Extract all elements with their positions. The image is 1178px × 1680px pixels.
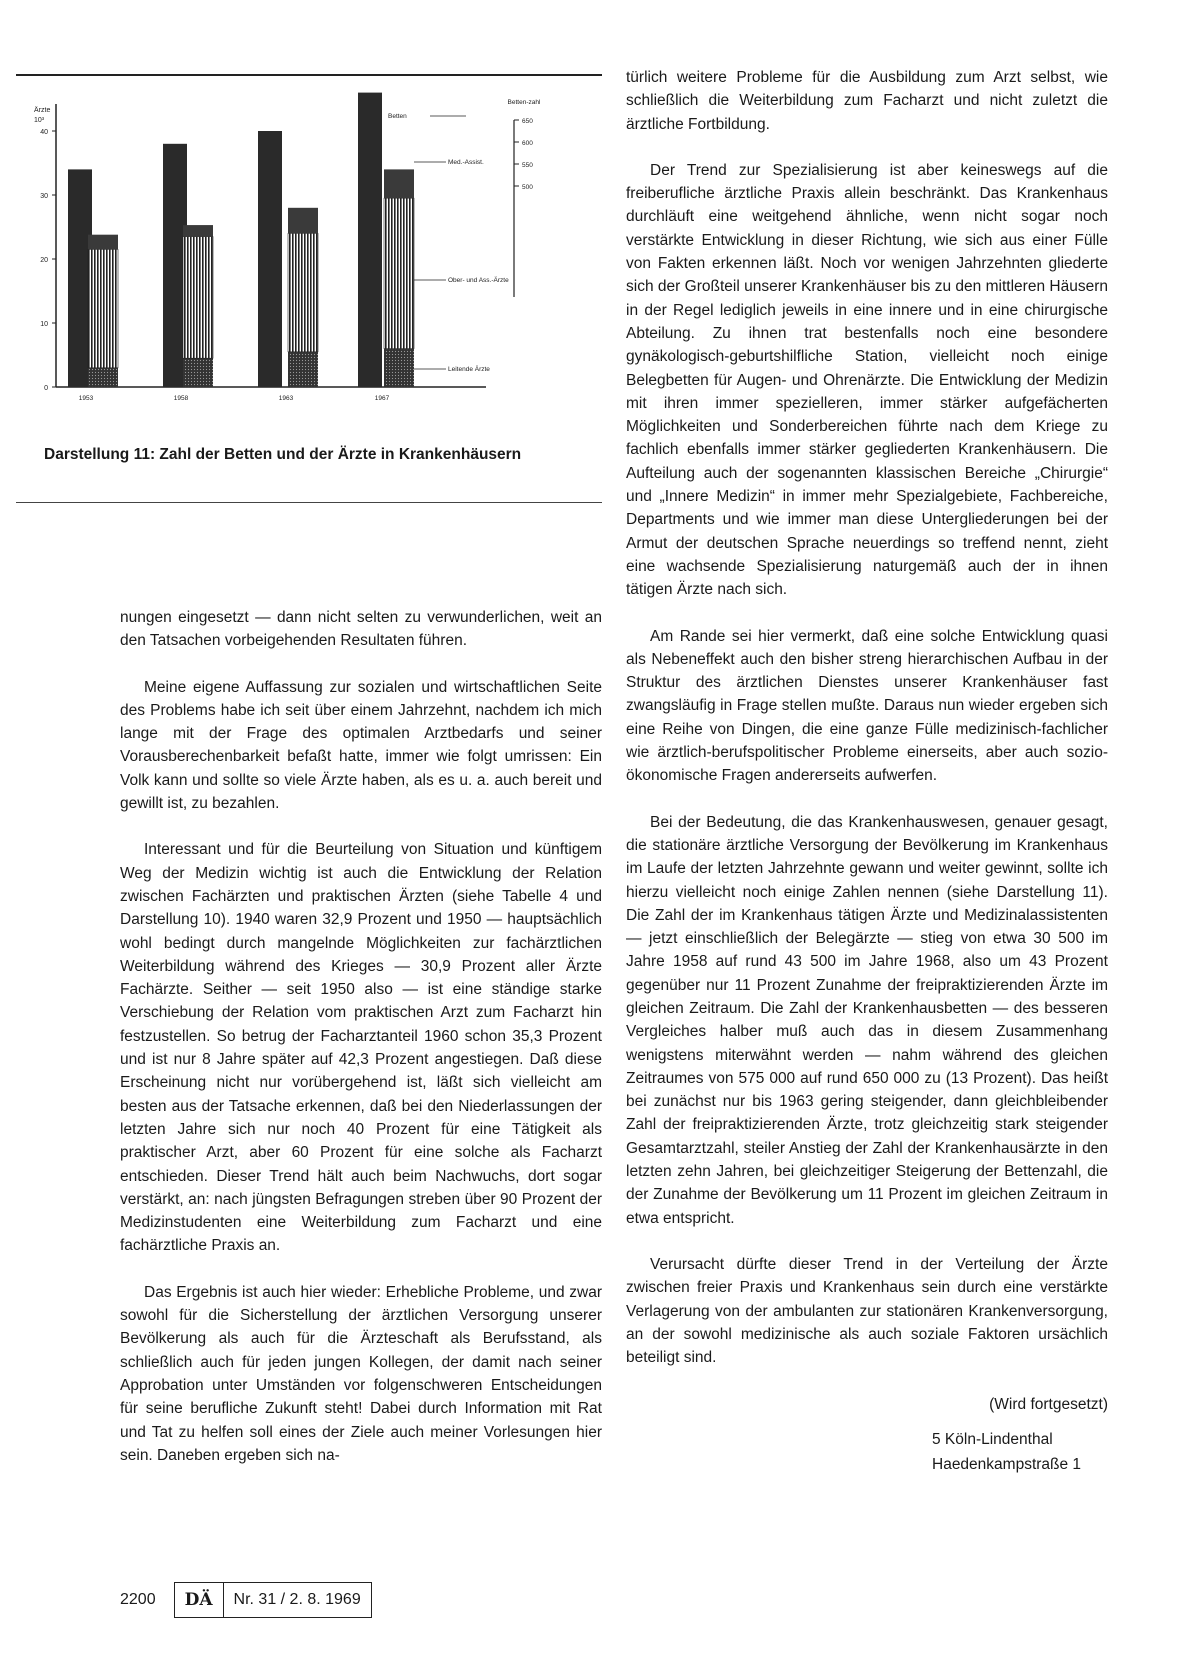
x-tick-label: 1953 [78, 395, 94, 402]
right-tick-label: 500 [522, 184, 533, 191]
right-tick-label: 650 [522, 118, 533, 125]
bar-ober-ass-aerzte [88, 249, 118, 367]
bar-med-assist [288, 208, 318, 234]
label-ober-ass: Ober- und Ass.-Ärzte [448, 277, 509, 284]
issue-info: Nr. 31 / 2. 8. 1969 [233, 1591, 361, 1608]
y-tick-label: 20 [40, 257, 48, 264]
bar-betten [358, 93, 382, 387]
right-tick-label: 600 [522, 140, 533, 147]
bar-ober-ass-aerzte [183, 237, 213, 359]
address-line: Haedenkampstraße 1 [932, 1456, 1082, 1474]
bar-leitende-aerzte [183, 358, 213, 387]
bar-med-assist [384, 169, 414, 198]
address-line: 5 Köln-Lindenthal [932, 1431, 1053, 1449]
paragraph: türlich weitere Probleme für die Ausbildung zum Arzt selbst, wie schließlich die Weiterbildung zum Facharzt und nicht zuletzt die ärztliche Fortbildung. [626, 69, 1108, 133]
bar-ober-ass-aerzte [384, 198, 414, 348]
figure-caption: Darstellung 11: Zahl der Betten und der Ärzte in Krankenhäusern [44, 446, 522, 463]
journal-logo: DÄ [175, 1583, 224, 1617]
y-tick-label: 10 [40, 321, 48, 328]
x-tick-label: 1967 [374, 395, 390, 402]
y-tick-label: 30 [40, 193, 48, 200]
journal-box [174, 1582, 372, 1618]
bar-ober-ass-aerzte [288, 233, 318, 351]
left-column [120, 606, 602, 1490]
x-tick-label: 1958 [173, 395, 189, 402]
bar-leitende-aerzte [288, 352, 318, 387]
author-address [932, 1427, 1108, 1477]
paragraph: Bei der Bedeutung, die das Krankenhauswesen, genauer gesagt, die stationäre ärztliche Versorgung der Bevölkerung im Krankenhaus im Laufe der letzten Jahrzehnte gewann und weiter gewinnt, sollte ich hierzu vielleicht noch einige Zahlen nennen (siehe Darstellung 11). Die Zahl der im Krankenhaus tätigen Ärzte und Medizinalassistenten — jetzt einschließlich der Belegärzte — stieg von etwa 30 500 im Jahre 1958 auf rund 43 500 im Jahre 1968, also um 43 Prozent gegenüber nur 11 Prozent Zunahme der freipraktizierenden Ärzte im gleichen Zeitraum. Die Zahl der Krankenhausbetten — des besseren Vergleiches halber muß auch das in diesem Zusammenhang wenigstens miterwähnt werden — nahm während des gleichen Zeitraumes von 575 000 auf rund 650 000 zu (13 Prozent). Das heißt bei zunächst nur bis 1963 gering steigender, dann gleichbleibender Zahl der freipraktizierenden Ärzte, trotz gleichzeitig stark steigender Gesamtarztzahl, steiler Anstieg der Zahl der Krankenhausärzte in den letzten zehn Jahren, bei gleichzeitiger Steigerung der Bettenzahl, die der Zunahme der Bevölkerung um 11 Prozent im gleichen Zeitraum in etwa entspricht. [626, 813, 1108, 1227]
bar-leitende-aerzte [384, 349, 414, 387]
y-axis-unit: 10³ [34, 117, 45, 124]
page-number: 2200 [120, 1591, 156, 1608]
bar-med-assist [88, 235, 118, 250]
paragraph: Am Rande sei hier vermerkt, daß eine solche Entwicklung quasi als Nebeneffekt auch den bisher streng hierarchischen Aufbau in der Struktur des ärztlichen Dienstes unserer Krankenhäuser fast zwangsläufig in Frage stellen mußte. Daraus nun wieder ergeben sich eine Reihe von Dingen, die eine ganze Fülle medizinisch-fachlicher wie ärztlich-berufspolitischer Probleme einerseits, aber auch sozio-ökonomische Fragen andererseits aufwerfen. [626, 627, 1108, 785]
bar-leitende-aerzte [88, 368, 118, 387]
bar-med-assist [183, 225, 213, 237]
signoff [626, 1392, 1108, 1477]
paragraph: Der Trend zur Spezialisierung ist aber keineswegs auf die freiberufliche ärztliche Praxis allein beschränkt. Das Krankenhaus durchläuft eine weitgehend ähnliche, wenn nicht sogar noch verstärkte Entwicklung in dieser Richtung, wie sich aus einer Fülle von Fakten erkennen läßt. Noch vor wenigen Jahrzehnten gliederte sich der Großteil unserer Krankenhäuser bis zu den mittleren Häusern in der Regel lediglich jeweils in eine innere und in eine chirurgische Abteilung. Zu ihnen trat bestenfalls noch eine besondere gynäkologisch-geburtshilfliche Station, vielleicht noch einige Belegbetten für Augen- und Ohrenärzte. Die Entwicklung der Medizin mit ihren immer spezielleren, immer stärker aufgefächerten Möglichkeiten und Sonderbereichen führte nach dem Kriege zu fachlich ebenfalls immer stärker gegliederten Krankenhäusern. Die Aufteilung auch der sogenannten klassischen Bereiche „Chirurgie“ und „Innere Medizin“ in immer mehr Spezialgebiete, Fachbereiche, Departments und wie immer man diese Untergliederungen bei der Armut der deutschen Sprache neuerdings so treffend nennt, zieht eine wachsende Spezialisierung naturgemäß auch der in ihnen tätigen Ärzte nach sich. [626, 161, 1108, 599]
right-axis-title: Betten-zahl [507, 99, 541, 106]
continued-note: (Wird fortgesetzt) [989, 1396, 1108, 1414]
label-betten: Betten [388, 113, 407, 120]
y-tick-label: 40 [40, 129, 48, 136]
page-footer [120, 1580, 372, 1620]
label-leitende: Leitende Ärzte [448, 366, 490, 373]
paragraph: Meine eigene Auffassung zur sozialen und wirtschaftlichen Seite des Problems habe ich seit über einem Jahrzehnt, nachdem ich mich lange mit der Frage des optimalen Arztbedarfs und seiner Vorausberechenbarkeit befaßt hatte, immer wie folgt umrissen: Ein Volk kann und sollte so viele Ärzte haben, als es u. a. auch bereit und gewillt ist, zu bezahlen. [120, 678, 602, 813]
right-column [626, 66, 1108, 1477]
x-tick-label: 1963 [278, 395, 294, 402]
paragraph: Das Ergebnis ist auch hier wieder: Erhebliche Probleme, und zwar sowohl für die Sicherstellung der ärztlichen Versorgung unserer Bevölkerung als auch für die Ärzteschaft als Berufsstand, als schließlich auch für jeden jungen Kollegen, der damit nach seiner Approbation unter Umständen vor folgenschweren Entscheidungen für seine berufliche Zukunft steht! Dabei durch Information mit Rat und Tat zu helfen soll eines der Ziele auch meiner Vorlesungen hier sein. Daneben ergeben sich na- [120, 1283, 602, 1464]
y-axis-title: Ärzte [34, 107, 51, 114]
bar-chart [16, 92, 602, 442]
bar-betten [258, 131, 282, 387]
right-tick-label: 550 [522, 162, 533, 169]
paragraph: Interessant und für die Beurteilung von Situation und künftigem Weg der Medizin wichtig ist auch die Entwicklung der Relation zwischen Fachärzten und praktischen Ärzten (siehe Tabelle 4 und Darstellung 10). 1940 waren 32,9 Prozent und 1950 — hauptsächlich wohl bedingt durch mangelnde Möglichkeiten zur fachärztlichen Weiterbildung während des Krieges — 30,9 Prozent aller Ärzte Fachärzte. Seither — seit 1950 also — ist eine ständige starke Verschiebung der Relation vom praktischen Arzt zum Facharzt hin festzustellen. So betrug der Facharztanteil 1960 schon 35,3 Prozent und ist nur 8 Jahre später auf 42,3 Prozent angestiegen. Daß diese Erscheinung nicht nur vorübergehend ist, läßt sich vielleicht am besten aus der Tatsache erkennen, daß bei den Niederlassungen der letzten Jahre sich nur noch 40 Prozent für eine Tätigkeit als praktischer Arzt, aber 60 Prozent für eine solche als Facharzt entschieden. Dieser Trend hält auch beim Nachwuchs, dort sogar verstärkt, an: nach jüngsten Befragungen streben über 90 Prozent der Medizinstudenten eine Weiterbildung zum Facharzt und eine fachärztliche Praxis an. [120, 841, 602, 1255]
paragraph: Verursacht dürfte dieser Trend in der Verteilung der Ärzte zwischen freier Praxis und Krankenhaus sein durch eine verstärkte Verlagerung von der ambulanten zur stationären Krankenversorgung, an der sowohl medizinische als auch soziale Faktoren ursächlich beteiligt sind. [626, 1255, 1108, 1367]
label-med-assist: Med.-Assist. [448, 159, 484, 166]
paragraph: nungen eingesetzt — dann nicht selten zu verwunderlichen, weit an den Tatsachen vorbeigehenden Resultaten führen. [120, 609, 602, 650]
y-tick-label: 0 [44, 385, 48, 392]
